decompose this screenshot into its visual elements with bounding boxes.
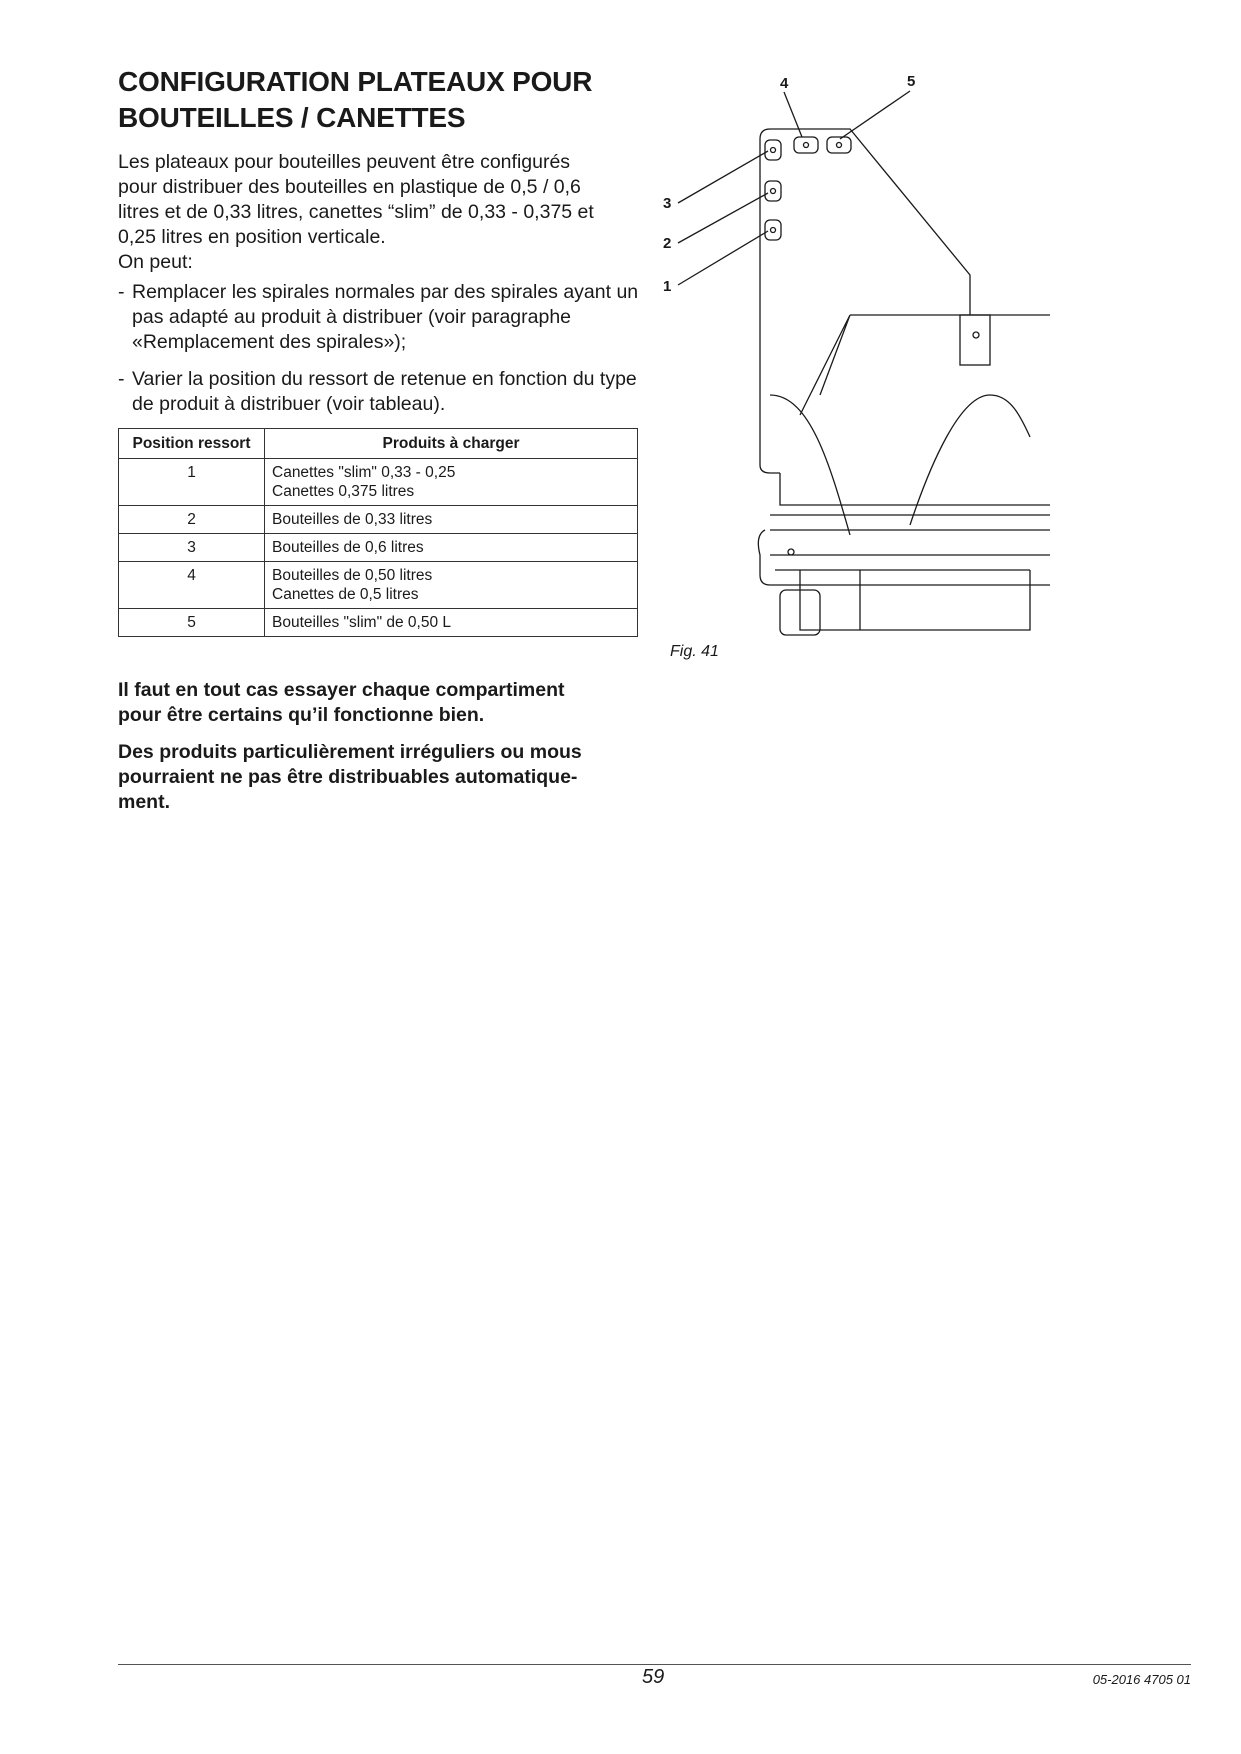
leader-line-5 xyxy=(840,91,910,139)
note-line: pourraient ne pas être distribuables automatique- xyxy=(118,766,578,788)
table-header-row xyxy=(119,429,638,459)
table-row xyxy=(119,459,638,506)
tray-frame xyxy=(770,473,1050,530)
intro-line: pour distribuer des bouteilles en plastique de 0,5 / 0,6 xyxy=(118,176,581,198)
spring-slots xyxy=(765,137,851,240)
tray-spring-diagram xyxy=(660,65,1060,640)
page-number: 59 xyxy=(642,1666,665,1688)
cell-position: 1 xyxy=(119,459,265,506)
spring-position-table xyxy=(118,428,638,637)
tray-bottom xyxy=(800,570,1030,630)
title-line-1: CONFIGURATION PLATEAUX POUR xyxy=(118,66,593,97)
intro-line: litres et de 0,33 litres, canettes “slim” de 0,33 - 0,375 et xyxy=(118,201,594,223)
figure-caption: Fig. 41 xyxy=(670,643,719,660)
cell-products xyxy=(265,534,638,562)
leader-line-3 xyxy=(678,151,768,203)
list-item xyxy=(118,280,648,355)
list-item-text: Remplacer les spirales normales par des spirales ayant un pas adapté au produit à distribuer (voir paragraphe «Remplacement des spirales»); xyxy=(132,281,639,353)
bullet-dash: - xyxy=(118,281,125,303)
product-line: Canettes 0,375 litres xyxy=(272,483,415,500)
warning-note-irregular xyxy=(118,740,648,815)
retaining-bracket xyxy=(960,315,990,365)
product-line: Bouteilles de 0,33 litres xyxy=(272,511,433,528)
footer-divider xyxy=(118,1664,1191,1665)
note-line: Des produits particulièrement irréguliers ou mous xyxy=(118,741,582,763)
title-line-2: BOUTEILLES / CANETTES xyxy=(118,102,466,133)
intro-line: On peut: xyxy=(118,251,193,273)
list-item-text: Varier la position du ressort de retenue en fonction du type de produit à distribuer (voir tableau). xyxy=(132,368,637,415)
top-shelf xyxy=(800,315,1050,415)
table-row xyxy=(119,609,638,637)
header-position: Position ressort xyxy=(119,429,265,459)
note-line: ment. xyxy=(118,791,171,813)
table-row xyxy=(119,534,638,562)
cell-products xyxy=(265,459,638,506)
page-title xyxy=(118,64,658,136)
spiral-coil xyxy=(770,395,850,535)
callout-label-5: 5 xyxy=(907,73,916,90)
list-item xyxy=(118,367,648,417)
warning-note-test xyxy=(118,678,648,728)
product-line: Bouteilles "slim" de 0,50 L xyxy=(272,614,452,631)
cell-position: 5 xyxy=(119,609,265,637)
leader-line-4 xyxy=(784,92,802,137)
product-line: Bouteilles de 0,50 litres xyxy=(272,567,433,584)
product-line: Canettes "slim" 0,33 - 0,25 xyxy=(272,464,456,481)
cell-products xyxy=(265,506,638,534)
leader-line-1 xyxy=(678,231,768,285)
product-line: Canettes de 0,5 litres xyxy=(272,586,419,603)
note-line: Il faut en tout cas essayer chaque compartiment xyxy=(118,679,565,701)
table-row xyxy=(119,506,638,534)
tray-base xyxy=(758,530,1050,585)
cell-products xyxy=(265,562,638,609)
document-code: 05-2016 4705 01 xyxy=(1092,1672,1191,1687)
instruction-list xyxy=(118,280,648,429)
note-line: pour être certains qu’il fonctionne bien. xyxy=(118,704,485,726)
table-row xyxy=(119,562,638,609)
intro-line: 0,25 litres en position verticale. xyxy=(118,226,386,248)
cell-position: 3 xyxy=(119,534,265,562)
cell-products xyxy=(265,609,638,637)
callout-label-3: 3 xyxy=(663,195,672,212)
header-products: Produits à charger xyxy=(265,429,638,459)
leader-line-2 xyxy=(678,193,768,243)
callout-label-2: 2 xyxy=(663,235,672,252)
callout-label-1: 1 xyxy=(663,278,672,295)
callout-label-4: 4 xyxy=(780,75,789,92)
intro-line: Les plateaux pour bouteilles peuvent être configurés xyxy=(118,151,571,173)
intro-paragraph xyxy=(118,150,648,275)
side-panel xyxy=(760,129,970,473)
product-line: Bouteilles de 0,6 litres xyxy=(272,539,424,556)
bullet-dash: - xyxy=(118,368,125,390)
cell-position: 2 xyxy=(119,506,265,534)
cell-position: 4 xyxy=(119,562,265,609)
